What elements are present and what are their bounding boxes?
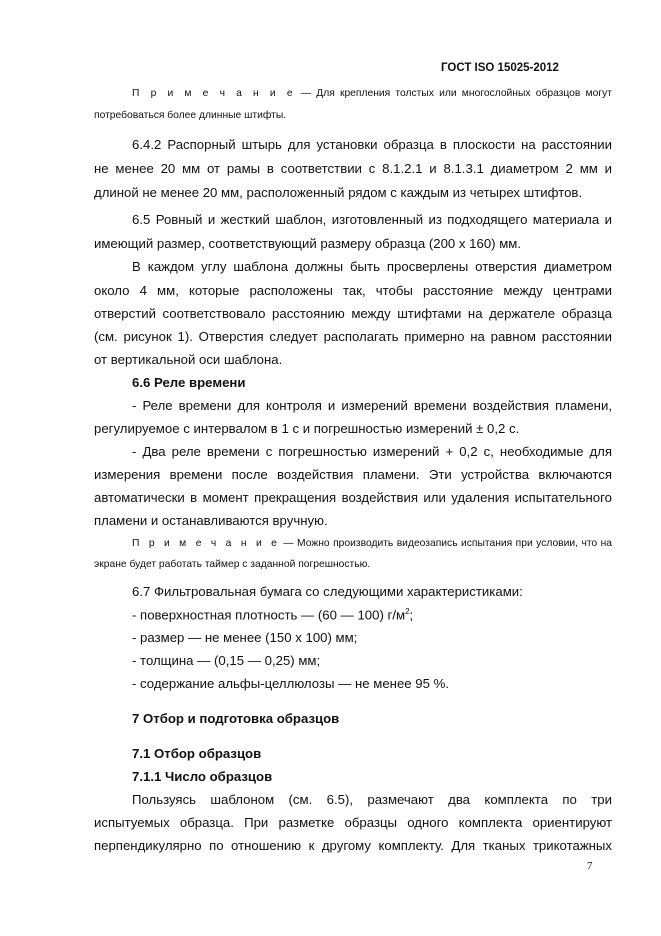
clause-6-7-density xyxy=(132,607,650,622)
clause-6-5-line-2: имеющий размер, соответствующий размеру образца (200 х 160) мм. xyxy=(94,236,522,251)
clause-6-6-line-6: пламени и останавливаются вручную. xyxy=(94,513,328,528)
note-2-line-2: экране будет работать таймер с заданной погрешностью. xyxy=(94,559,371,570)
density-end: ; xyxy=(409,607,414,623)
clause-7-1-1-heading: 7.1.1 Число образцов xyxy=(132,769,273,784)
clause-6-6-line-2: регулируемое с интервалом в 1 с и погрешностью измерений ± 0,2 с. xyxy=(94,421,520,436)
clause-6-5-line-1: 6.5 Ровный и жесткий шаблон, изготовленный из подходящего материала и xyxy=(132,212,612,227)
note-1-text: — Для крепления толстых или многослойных образцов могут xyxy=(295,88,612,99)
note-1-label: П р и м е ч а н и е xyxy=(132,88,296,99)
clause-6-7-thickness: - толщина — (0,15 — 0,25) мм; xyxy=(132,653,321,668)
clause-6-7-intro: 6.7 Фильтровальная бумага со следующими характеристиками: xyxy=(132,584,523,599)
note-2-line-1 xyxy=(132,538,612,549)
clause-6-5-line-6: (см. рисунок 1). Отверстия следует располагать примерно на равном расстоянии xyxy=(94,329,612,344)
clause-6-5-line-7: от вертикальной оси шаблона. xyxy=(94,352,283,367)
clause-7-1-heading: 7.1 Отбор образцов xyxy=(132,746,262,761)
note-1-line-2: потребоваться более длинные штифты. xyxy=(94,110,287,121)
clause-6-4-2-line-3: длиной не менее 20 мм, расположенный рядом с каждым из четырех штифтов. xyxy=(94,185,583,200)
clause-7-1-1-line-3: перпендикулярно по отношению к другому комплекту. Для тканых трикотажных xyxy=(94,838,612,853)
clause-6-5-line-4: около 4 мм, которые расположены так, чтобы расстояние между центрами xyxy=(94,283,612,298)
clause-6-7-cellulose: - содержание альфы-целлюлозы — не менее 95 %. xyxy=(132,676,450,691)
clause-6-6-line-3: - Два реле времени с погрешностью измерений + 0,2 с, необходимые для xyxy=(132,444,612,459)
density-superscript: 2 xyxy=(405,607,410,616)
clause-6-4-2-line-1: 6.4.2 Распорный штырь для установки образца в плоскости на расстоянии xyxy=(132,137,612,152)
note-1-line-1 xyxy=(132,88,612,99)
page-number: 7 xyxy=(587,860,593,872)
clause-6-6-line-1: - Реле времени для контроля и измерений времени воздействия пламени, xyxy=(132,398,612,413)
clause-6-5-line-5: отверстий соответствовало расстоянию между штифтами на держателе образца xyxy=(94,306,612,321)
clause-6-7-size: - размер — не менее (150 х 100) мм; xyxy=(132,630,358,645)
note-2-text: — Можно производить видеозапись испытания при условии, что на xyxy=(279,538,612,549)
clause-6-6-line-4: измерения времени после воздействия пламени. Эти устройства включаются xyxy=(94,467,612,482)
clause-6-6-line-5: автоматически в момент прекращения воздействия или удаления испытательного xyxy=(94,490,612,505)
clause-7-1-1-line-1: Пользуясь шаблоном (см. 6.5), размечают два комплекта по три xyxy=(132,792,612,807)
clause-6-5-line-3: В каждом углу шаблона должны быть просверлены отверстия диаметром xyxy=(132,259,612,274)
clause-7-1-1-line-2: испытуемых образца. При разметке образцы одного комплекта ориентируют xyxy=(94,815,612,830)
document-header: ГОСТ ISO 15025-2012 xyxy=(441,62,559,74)
clause-6-6-heading: 6.6 Реле времени xyxy=(132,375,246,390)
section-7-heading: 7 Отбор и подготовка образцов xyxy=(132,711,340,726)
density-text: - поверхностная плотность — (60 — 100) г/м xyxy=(132,607,406,623)
clause-6-4-2-line-2: не менее 20 мм от рамы в соответствии с 8.1.2.1 и 8.1.3.1 диаметром 2 мм и xyxy=(94,161,612,176)
note-2-label: П р и м е ч а н и е xyxy=(132,538,280,549)
